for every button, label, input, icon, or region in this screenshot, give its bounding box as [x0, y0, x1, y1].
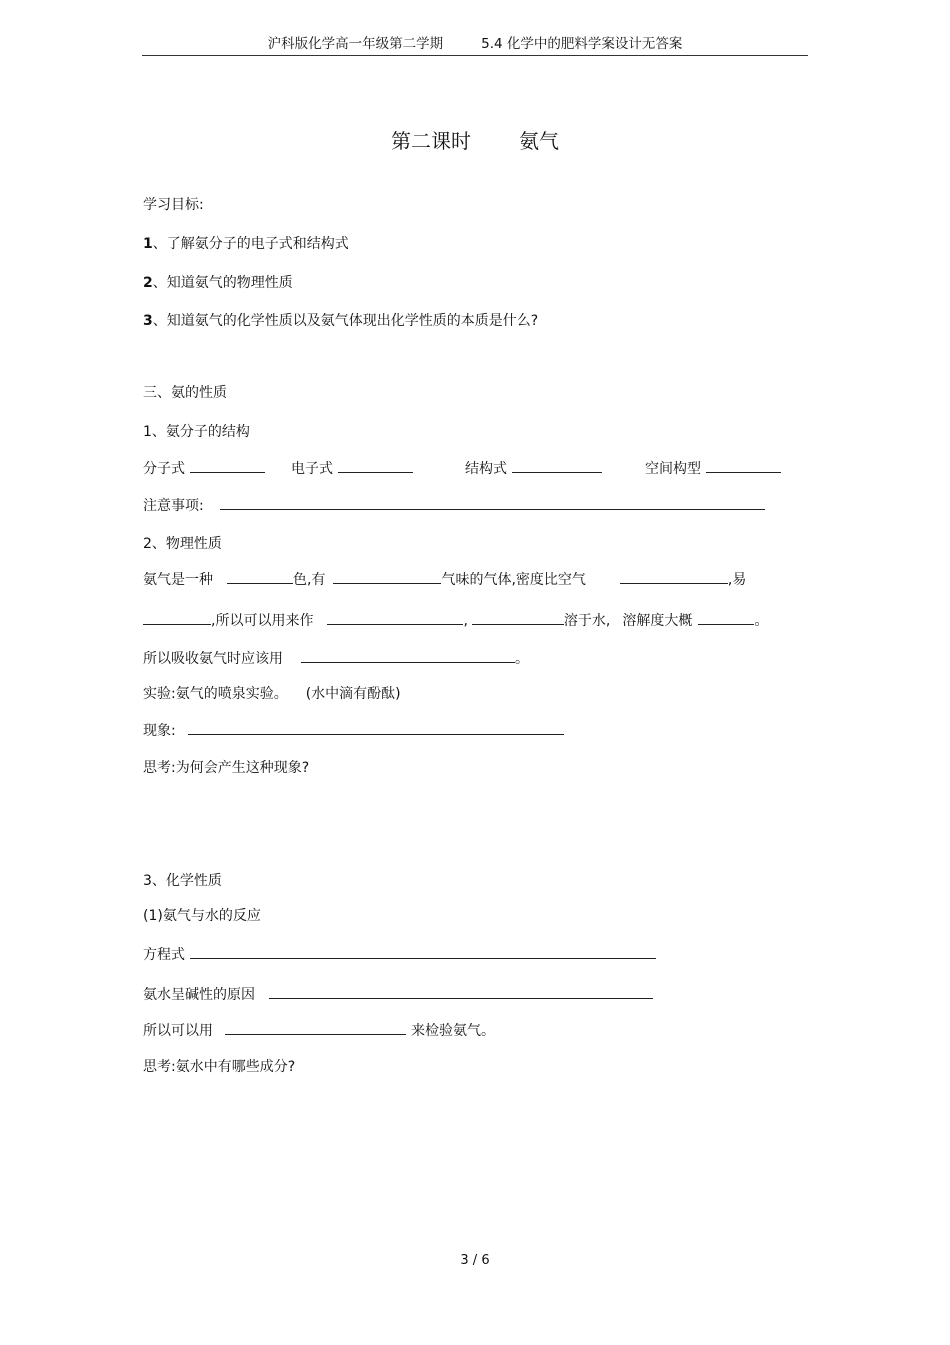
text-segment: 。	[515, 651, 529, 667]
chemical-heading: 3、化学性质	[143, 873, 222, 889]
notes-row	[143, 495, 765, 516]
notes-label: 注意事项:	[143, 498, 204, 514]
header-course: 沪科版化学高一年级第二学期	[267, 36, 444, 52]
spatial-shape-blank[interactable]	[706, 458, 781, 473]
text-segment: 氨气是一种	[143, 572, 213, 588]
odor-blank[interactable]	[333, 569, 441, 584]
experiment-row	[143, 684, 401, 704]
structure-heading: 1、氨分子的结构	[143, 424, 250, 440]
objective-number: 3	[143, 313, 153, 329]
phenomenon-blank[interactable]	[188, 720, 564, 735]
text-segment: 所以可以用	[143, 1023, 213, 1039]
objective-item	[143, 273, 293, 293]
solubility-ratio-blank[interactable]	[698, 610, 754, 625]
structural-formula-label: 结构式	[465, 461, 507, 477]
section-heading: 三、氨的性质	[143, 385, 227, 401]
structure-fields	[143, 458, 781, 479]
test-row	[143, 1020, 495, 1041]
solubility-blank[interactable]	[472, 610, 564, 625]
spatial-shape-label: 空间构型	[645, 461, 701, 477]
reason-blank[interactable]	[269, 984, 653, 999]
experiment-note: (水中滴有酚酞)	[305, 686, 401, 702]
electron-formula-blank[interactable]	[338, 458, 413, 473]
text-segment: ,所以可以用来作	[211, 613, 314, 629]
use-blank[interactable]	[327, 610, 463, 625]
physical-line-2	[143, 610, 768, 631]
objectives-heading: 学习目标:	[143, 197, 204, 213]
chemical-think: 思考:氨水中有哪些成分?	[143, 1059, 296, 1075]
equation-blank[interactable]	[190, 944, 656, 959]
notes-blank[interactable]	[220, 495, 765, 510]
objective-text: 、知道氨气的化学性质以及氨气体现出化学性质的本质是什么?	[152, 313, 539, 329]
title-topic: 氨气	[519, 129, 559, 153]
experiment-text: 实验:氨气的喷泉实验。	[143, 686, 288, 702]
equation-row	[143, 944, 656, 965]
objective-item	[143, 234, 349, 254]
molecular-formula-label: 分子式	[143, 461, 185, 477]
running-header	[142, 33, 808, 56]
text-segment: 来检验氨气。	[411, 1023, 495, 1039]
density-blank[interactable]	[620, 569, 728, 584]
text-segment: 色,有	[293, 572, 326, 588]
objective-number: 1	[143, 236, 153, 252]
text-segment: 所以吸收氨气时应该用	[143, 651, 283, 667]
molecular-formula-blank[interactable]	[190, 458, 265, 473]
page-number: 3 / 6	[460, 1253, 490, 1268]
physical-heading: 2、物理性质	[143, 536, 222, 552]
chemical-sub-heading: (1)氨气与水的反应	[143, 908, 261, 924]
objective-item	[143, 311, 538, 331]
objective-text: 、知道氨气的物理性质	[152, 275, 293, 291]
text-segment: ,易	[727, 572, 747, 588]
physical-think: 思考:为何会产生这种现象?	[143, 760, 310, 776]
header-lesson: 5.4 化学中的肥料学案设计无答案	[481, 36, 683, 52]
phenomenon-row	[143, 720, 564, 741]
text-segment: 气味的气体,密度比空气	[441, 572, 586, 588]
test-blank[interactable]	[225, 1020, 406, 1035]
electron-formula-label: 电子式	[291, 461, 333, 477]
color-blank[interactable]	[227, 569, 293, 584]
liquefy-blank[interactable]	[143, 610, 211, 625]
reason-row	[143, 984, 653, 1005]
equation-label: 方程式	[143, 947, 185, 963]
page-title	[0, 126, 950, 156]
physical-line-1	[143, 569, 746, 590]
text-segment: 。	[754, 613, 769, 629]
objective-text: 、了解氨分子的电子式和结构式	[152, 236, 349, 252]
absorption-row	[143, 648, 529, 669]
objective-number: 2	[143, 275, 153, 291]
reason-label: 氨水呈碱性的原因	[143, 987, 255, 1003]
text-segment: 溶解度大概	[622, 613, 693, 629]
phenomenon-label: 现象:	[143, 723, 176, 739]
text-segment: ,	[463, 613, 468, 629]
text-segment: 溶于水,	[563, 613, 611, 629]
structural-formula-blank[interactable]	[512, 458, 602, 473]
title-lesson: 第二课时	[391, 129, 471, 153]
absorption-blank[interactable]	[301, 648, 515, 663]
